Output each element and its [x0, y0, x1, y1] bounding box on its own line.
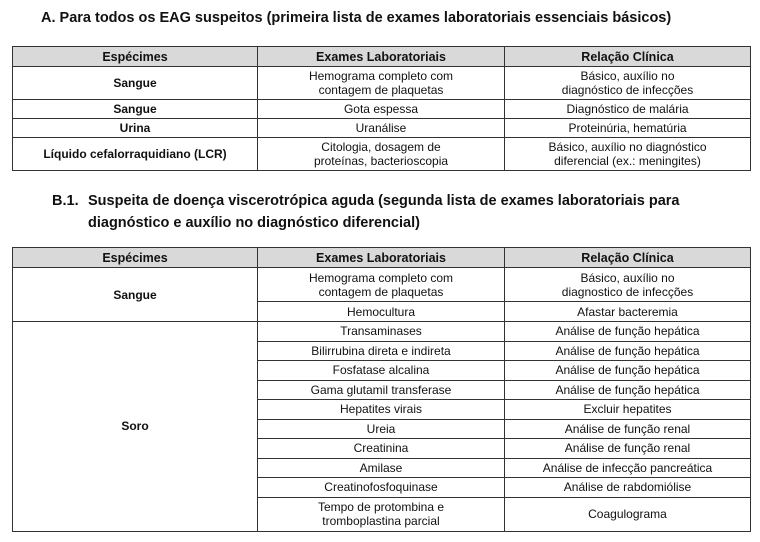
table-essential-exams — [12, 46, 751, 171]
table-row — [13, 268, 751, 302]
exam-cell: Uranálise — [258, 119, 505, 138]
exam-cell — [258, 138, 505, 171]
relation-cell: Diagnóstico de malária — [505, 100, 751, 119]
exam-line: Tempo de protombina e — [317, 500, 445, 514]
relation-cell — [505, 67, 751, 100]
exam-cell: Bilirrubina direta e indireta — [258, 341, 505, 361]
specimen-cell: Sangue — [13, 268, 258, 322]
exam-cell: Amilase — [258, 458, 505, 478]
exam-cell: Hemocultura — [258, 302, 505, 322]
relation-line: diagnóstico de infecções — [561, 83, 694, 97]
exam-line: Citologia, dosagem de — [321, 140, 441, 154]
table-row — [13, 322, 751, 342]
section-b1-title — [52, 190, 752, 234]
exam-cell — [258, 268, 505, 302]
relation-line: diferencial (ex.: meningites) — [554, 154, 701, 168]
specimen-cell: Líquido cefalorraquidiano (LCR) — [13, 138, 258, 171]
header-specimens: Espécimes — [13, 47, 258, 67]
table-header-row — [13, 47, 751, 67]
specimen-cell: Sangue — [13, 100, 258, 119]
relation-line: Básico, auxílio no — [580, 69, 675, 83]
exam-cell: Creatinofosfoquinase — [258, 478, 505, 498]
specimen-cell: Sangue — [13, 67, 258, 100]
exam-cell: Creatinina — [258, 439, 505, 459]
exam-line: contagem de plaquetas — [318, 284, 444, 299]
section-b1-title-line2: diagnóstico e auxílio no diagnóstico diferencial) — [88, 215, 420, 231]
relation-cell: Afastar bacteremia — [505, 302, 751, 322]
table-row — [13, 138, 751, 171]
section-a-title: A. Para todos os EAG suspeitos (primeira lista de exames laboratoriais essenciais básicos) — [41, 10, 672, 26]
exam-line: contagem de plaquetas — [318, 83, 444, 97]
relation-cell — [505, 268, 751, 302]
relation-line: diagnostico de infecções — [561, 284, 694, 299]
exam-line: tromboplastina parcial — [322, 514, 440, 528]
relation-cell: Análise de rabdomiólise — [505, 478, 751, 498]
header-clinical-relation: Relação Clínica — [505, 248, 751, 268]
specimen-cell: Urina — [13, 119, 258, 138]
relation-cell: Análise de função renal — [505, 419, 751, 439]
relation-cell: Análise de função hepática — [505, 341, 751, 361]
exam-line: Hemograma completo com — [308, 270, 454, 285]
header-lab-exams: Exames Laboratoriais — [258, 47, 505, 67]
relation-cell: Análise de função hepática — [505, 322, 751, 342]
section-b1-title-line1: Suspeita de doença viscerotrópica aguda (segunda lista de exames laboratoriais para — [88, 193, 680, 209]
exam-cell: Fosfatase alcalina — [258, 361, 505, 381]
exam-cell: Hepatites virais — [258, 400, 505, 420]
header-clinical-relation: Relação Clínica — [505, 47, 751, 67]
relation-cell — [505, 138, 751, 171]
relation-line: Básico, auxílio no diagnóstico — [548, 140, 707, 154]
exam-cell: Gota espessa — [258, 100, 505, 119]
exam-cell: Gama glutamil transferase — [258, 380, 505, 400]
exam-cell: Ureia — [258, 419, 505, 439]
table-row — [13, 100, 751, 119]
exam-line: Hemograma completo com — [308, 69, 454, 83]
relation-cell: Análise de função hepática — [505, 380, 751, 400]
section-b1-label: B.1. — [52, 193, 79, 209]
exam-cell — [258, 497, 505, 531]
relation-cell: Proteinúria, hematúria — [505, 119, 751, 138]
exam-line: proteínas, bacterioscopia — [313, 154, 449, 168]
table-header-row — [13, 248, 751, 268]
relation-cell: Análise de função renal — [505, 439, 751, 459]
relation-cell: Coagulograma — [505, 497, 751, 531]
table-row — [13, 119, 751, 138]
exam-cell: Transaminases — [258, 322, 505, 342]
exam-cell — [258, 67, 505, 100]
relation-cell: Excluir hepatites — [505, 400, 751, 420]
table-row — [13, 67, 751, 100]
relation-cell: Análise de infecção pancreática — [505, 458, 751, 478]
relation-line: Básico, auxílio no — [580, 270, 675, 285]
specimen-cell: Soro — [13, 322, 258, 532]
relation-cell: Análise de função hepática — [505, 361, 751, 381]
header-lab-exams: Exames Laboratoriais — [258, 248, 505, 268]
header-specimens: Espécimes — [13, 248, 258, 268]
table-viscerotropic-exams — [12, 247, 751, 532]
